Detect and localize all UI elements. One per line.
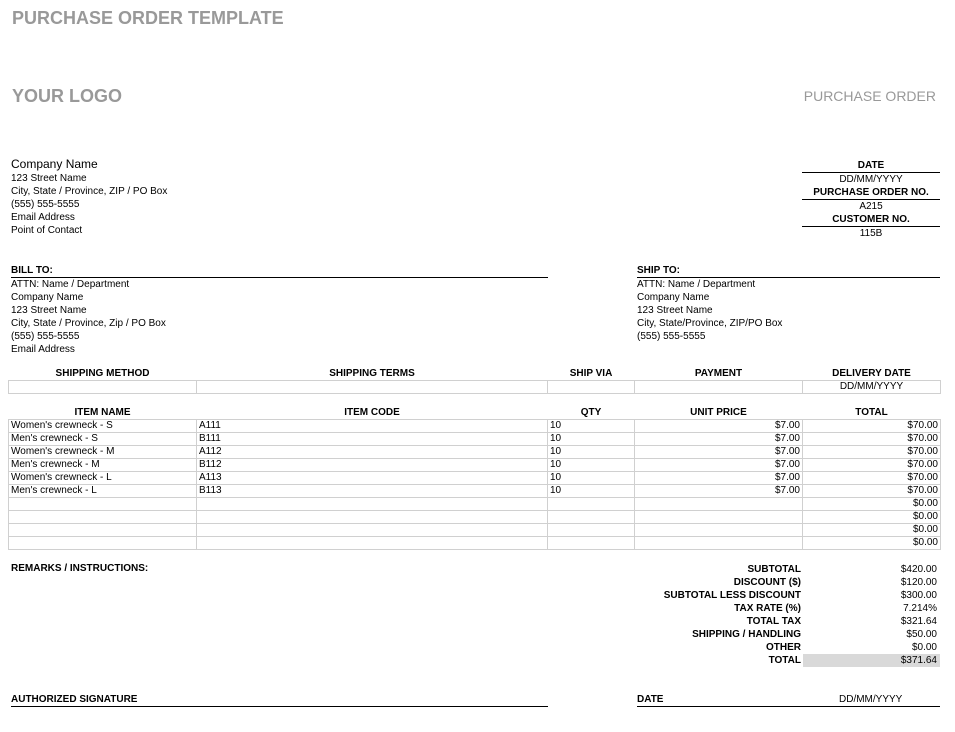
logo-placeholder: YOUR LOGO bbox=[12, 86, 123, 106]
qty-cell[interactable]: 10 bbox=[548, 459, 635, 472]
total-cell[interactable]: $70.00 bbox=[803, 472, 941, 485]
totals-label: TOTAL bbox=[768, 655, 801, 666]
qty-cell[interactable]: 10 bbox=[548, 446, 635, 459]
unit-price-cell[interactable]: $7.00 bbox=[635, 446, 803, 459]
bill-to-line: Email Address bbox=[11, 344, 75, 355]
item-code-cell[interactable]: A111 bbox=[197, 420, 548, 433]
qty-cell[interactable] bbox=[548, 511, 635, 524]
totals-label: TOTAL TAX bbox=[746, 616, 801, 627]
totals-row bbox=[600, 641, 940, 654]
header-shipping-terms: SHIPPING TERMS bbox=[329, 368, 415, 379]
qty-cell[interactable]: 10 bbox=[548, 420, 635, 433]
customer-number-label: CUSTOMER NO. bbox=[802, 213, 940, 227]
authorized-signature-line[interactable] bbox=[11, 693, 548, 707]
totals-row bbox=[600, 602, 940, 615]
remarks-label: REMARKS / INSTRUCTIONS: bbox=[11, 563, 149, 574]
qty-cell[interactable]: 10 bbox=[548, 433, 635, 446]
ship-to-line: 123 Street Name bbox=[637, 305, 713, 316]
unit-price-cell[interactable]: $7.00 bbox=[635, 459, 803, 472]
ship-to bbox=[637, 264, 940, 343]
document-title: PURCHASE ORDER bbox=[803, 88, 936, 104]
unit-price-cell[interactable] bbox=[635, 537, 803, 550]
company-line: Point of Contact bbox=[11, 225, 83, 236]
table-row bbox=[9, 537, 941, 550]
shipping-table bbox=[8, 368, 941, 394]
bill-to-line: City, State / Province, Zip / PO Box bbox=[11, 318, 166, 329]
bill-to-line: 123 Street Name bbox=[11, 305, 87, 316]
ship-to-line: City, State/Province, ZIP/PO Box bbox=[637, 318, 783, 329]
item-code-cell[interactable] bbox=[197, 511, 548, 524]
item-code-cell[interactable]: B111 bbox=[197, 433, 548, 446]
total-cell[interactable]: $0.00 bbox=[803, 498, 941, 511]
bill-to-line: (555) 555-5555 bbox=[11, 331, 80, 342]
ship-to-line: (555) 555-5555 bbox=[637, 331, 706, 342]
totals-label: DISCOUNT ($) bbox=[733, 577, 801, 588]
company-line: 123 Street Name bbox=[11, 173, 87, 184]
unit-price-cell[interactable] bbox=[635, 524, 803, 537]
table-row bbox=[9, 472, 941, 485]
item-name-cell[interactable]: Men's crewneck - M bbox=[9, 459, 197, 472]
totals-row bbox=[600, 563, 940, 576]
bill-to-line: ATTN: Name / Department bbox=[11, 279, 130, 290]
totals-summary bbox=[600, 563, 940, 667]
table-row bbox=[9, 498, 941, 511]
header-unit-price: UNIT PRICE bbox=[690, 407, 747, 418]
unit-price-cell[interactable] bbox=[635, 511, 803, 524]
header-qty: QTY bbox=[580, 407, 602, 418]
qty-cell[interactable] bbox=[548, 524, 635, 537]
total-cell[interactable]: $70.00 bbox=[803, 485, 941, 498]
totals-label: TAX RATE (%) bbox=[734, 603, 801, 614]
item-name-cell[interactable] bbox=[9, 511, 197, 524]
item-name-cell[interactable]: Women's crewneck - S bbox=[9, 420, 197, 433]
page-title: PURCHASE ORDER TEMPLATE bbox=[12, 8, 284, 28]
company-line: City, State / Province, ZIP / PO Box bbox=[11, 186, 168, 197]
header-delivery-date: DELIVERY DATE bbox=[832, 368, 911, 379]
header-ship-via: SHIP VIA bbox=[569, 368, 613, 379]
signature-label: AUTHORIZED SIGNATURE bbox=[11, 694, 138, 705]
shipping-terms-cell[interactable] bbox=[197, 381, 548, 394]
date-label: DATE bbox=[802, 159, 940, 173]
bill-to-line: Company Name bbox=[11, 292, 84, 303]
item-name-cell[interactable] bbox=[9, 498, 197, 511]
total-cell[interactable]: $70.00 bbox=[803, 459, 941, 472]
payment-cell[interactable] bbox=[635, 381, 803, 394]
totals-value[interactable]: $50.00 bbox=[906, 629, 937, 640]
po-number-value[interactable]: A215 bbox=[859, 201, 883, 212]
delivery-date-cell[interactable]: DD/MM/YYYY bbox=[803, 381, 941, 394]
order-meta bbox=[802, 159, 940, 240]
qty-cell[interactable] bbox=[548, 537, 635, 550]
item-name-cell[interactable]: Men's crewneck - S bbox=[9, 433, 197, 446]
item-name-cell[interactable]: Men's crewneck - L bbox=[9, 485, 197, 498]
item-name-cell[interactable]: Women's crewneck - L bbox=[9, 472, 197, 485]
qty-cell[interactable] bbox=[548, 498, 635, 511]
table-row bbox=[9, 459, 941, 472]
bill-to-label: BILL TO: bbox=[11, 264, 548, 278]
totals-row bbox=[600, 589, 940, 602]
totals-row bbox=[600, 615, 940, 628]
table-row bbox=[9, 524, 941, 537]
qty-cell[interactable]: 10 bbox=[548, 472, 635, 485]
totals-label: SUBTOTAL bbox=[747, 564, 801, 575]
po-number-label: PURCHASE ORDER NO. bbox=[802, 186, 940, 200]
totals-label: SUBTOTAL LESS DISCOUNT bbox=[663, 590, 801, 601]
unit-price-cell[interactable]: $7.00 bbox=[635, 420, 803, 433]
date-value[interactable]: DD/MM/YYYY bbox=[839, 174, 903, 185]
bill-to bbox=[11, 264, 548, 356]
item-code-cell[interactable]: B112 bbox=[197, 459, 548, 472]
ship-to-label: SHIP TO: bbox=[637, 264, 940, 278]
item-code-cell[interactable]: B113 bbox=[197, 485, 548, 498]
signature-date-line[interactable] bbox=[637, 693, 940, 707]
totals-value[interactable]: $0.00 bbox=[911, 642, 937, 653]
ship-to-line: ATTN: Name / Department bbox=[637, 279, 756, 290]
item-code-cell[interactable] bbox=[197, 537, 548, 550]
signature-date-label: DATE bbox=[637, 694, 664, 705]
total-cell[interactable]: $70.00 bbox=[803, 420, 941, 433]
totals-value[interactable]: $371.64 bbox=[803, 654, 940, 667]
total-cell[interactable]: $0.00 bbox=[803, 511, 941, 524]
item-code-cell[interactable]: A113 bbox=[197, 472, 548, 485]
table-row bbox=[9, 433, 941, 446]
totals-value[interactable]: $120.00 bbox=[900, 577, 937, 588]
totals-row bbox=[600, 654, 940, 667]
totals-label: OTHER bbox=[766, 642, 801, 653]
ship-to-line: Company Name bbox=[637, 292, 710, 303]
totals-row bbox=[600, 576, 940, 589]
company-name: Company Name bbox=[11, 157, 98, 171]
total-cell[interactable]: $70.00 bbox=[803, 446, 941, 459]
total-cell[interactable]: $0.00 bbox=[803, 537, 941, 550]
shipping-method-cell[interactable] bbox=[9, 381, 197, 394]
header-total: TOTAL bbox=[855, 407, 888, 418]
header-shipping-method: SHIPPING METHOD bbox=[55, 368, 150, 379]
company-line: (555) 555-5555 bbox=[11, 199, 80, 210]
totals-value[interactable]: $321.64 bbox=[900, 616, 937, 627]
totals-label: SHIPPING / HANDLING bbox=[692, 629, 801, 640]
item-code-cell[interactable]: A112 bbox=[197, 446, 548, 459]
item-code-cell[interactable] bbox=[197, 498, 548, 511]
totals-value[interactable]: $300.00 bbox=[900, 590, 937, 601]
table-row bbox=[9, 511, 941, 524]
unit-price-cell[interactable] bbox=[635, 498, 803, 511]
item-name-cell[interactable] bbox=[9, 537, 197, 550]
total-cell[interactable]: $70.00 bbox=[803, 433, 941, 446]
totals-value[interactable]: 7.214% bbox=[903, 603, 937, 614]
items-table bbox=[8, 407, 941, 550]
header-item-code: ITEM CODE bbox=[344, 407, 400, 418]
unit-price-cell[interactable]: $7.00 bbox=[635, 433, 803, 446]
totals-value[interactable]: $420.00 bbox=[900, 564, 937, 575]
item-name-cell[interactable] bbox=[9, 524, 197, 537]
unit-price-cell[interactable]: $7.00 bbox=[635, 472, 803, 485]
table-row bbox=[9, 485, 941, 498]
ship-via-cell[interactable] bbox=[548, 381, 635, 394]
customer-number-value[interactable]: 115B bbox=[859, 228, 883, 239]
table-row bbox=[9, 420, 941, 433]
item-name-cell[interactable]: Women's crewneck - M bbox=[9, 446, 197, 459]
company-line: Email Address bbox=[11, 212, 75, 223]
qty-cell[interactable]: 10 bbox=[548, 485, 635, 498]
item-code-cell[interactable] bbox=[197, 524, 548, 537]
header-payment: PAYMENT bbox=[694, 368, 743, 379]
total-cell[interactable]: $0.00 bbox=[803, 524, 941, 537]
signature-date-value[interactable]: DD/MM/YYYY bbox=[839, 694, 903, 705]
totals-row bbox=[600, 628, 940, 641]
unit-price-cell[interactable]: $7.00 bbox=[635, 485, 803, 498]
company-info bbox=[11, 157, 167, 237]
table-row bbox=[9, 446, 941, 459]
header-item-name: ITEM NAME bbox=[74, 407, 131, 418]
